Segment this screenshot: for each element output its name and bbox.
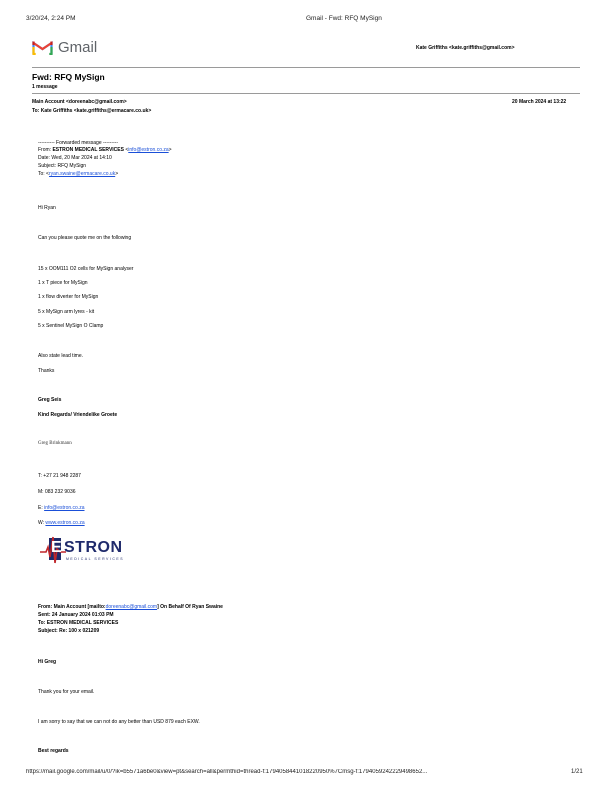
message-from: Main Account <doreenabc@gmail.com> xyxy=(32,99,127,105)
forward-from-name: ESTRON MEDICAL SERVICES xyxy=(52,147,124,153)
thread-subject: Fwd: RFQ MySign xyxy=(32,72,105,82)
quoted-subject: Subject: Re: 100 x 021209 xyxy=(38,628,100,634)
message-count: 1 message xyxy=(32,84,58,90)
forward-subject: Subject: RFQ MySign xyxy=(38,163,87,169)
quoted-sorry: I am sorry to say that we can not do any better than USD 879 each EXW. xyxy=(38,719,200,725)
forward-to-label: To: < xyxy=(38,171,49,177)
gmail-wordmark: Gmail xyxy=(58,39,98,56)
quoted-from-label: From: xyxy=(38,604,53,610)
list-item: 1 x T piece for MySign xyxy=(38,280,88,286)
quoted-from-email-link[interactable]: doreenabc@gmail.com xyxy=(105,604,158,610)
body-regards: Kind Regards/ Vriendelike Groete xyxy=(38,412,118,418)
signature-web xyxy=(38,520,85,526)
body-greeting: Hi Ryan xyxy=(38,205,56,211)
quoted-from-end: ] On Behalf Of Ryan Swaine xyxy=(157,604,223,610)
estron-logo-wordmark: STRON xyxy=(64,539,123,556)
estron-logo xyxy=(40,535,144,565)
divider xyxy=(32,67,580,68)
forward-to-end: > xyxy=(115,171,119,177)
estron-logo-letter: E xyxy=(51,539,62,556)
forward-divider: ---------- Forwarded message --------- xyxy=(38,140,118,146)
quoted-greeting: Hi Greg xyxy=(38,659,57,665)
body-thanks: Thanks xyxy=(38,368,55,374)
gmail-m-icon xyxy=(32,39,53,55)
footer-url: https://mail.google.com/mail/u/0/?ik=b5571a6be0&view=pt&search=all&permthid=thread-f:1794058441018220950%7Cmsg-f:1794059242229498652... xyxy=(26,769,428,775)
divider xyxy=(32,93,580,94)
forward-to xyxy=(38,171,118,177)
list-item: 5 x MySign arm lyres - kit xyxy=(38,309,95,315)
signature-mobile: M: 083 232 9036 xyxy=(38,489,76,495)
signature-name: Greg Brinkmann xyxy=(38,441,72,446)
estron-logo-tagline: MEDICAL SERVICES xyxy=(66,557,125,561)
body-request: Can you please quote me on the following xyxy=(38,235,132,241)
list-item: 15 x OOM111 O2 cells for MySign analyser xyxy=(38,266,134,272)
signature-email xyxy=(38,505,85,511)
print-datetime: 3/20/24, 2:24 PM xyxy=(26,15,76,22)
footer-page-number: 1/21 xyxy=(571,769,583,775)
forward-to-email-link[interactable]: ryan.swaine@ermacare.co.uk xyxy=(48,171,116,177)
forward-date: Date: Wed, 20 Mar 2024 at 14:10 xyxy=(38,155,112,161)
print-page-title: Gmail - Fwd: RFQ MySign xyxy=(306,15,382,22)
forward-from: From: ESTRON MEDICAL SERVICES <info@estron.co.za> xyxy=(38,147,172,153)
body-lead-time: Also state lead time. xyxy=(38,353,84,359)
signature-email-label: E: xyxy=(38,505,43,511)
quoted-from xyxy=(38,604,223,610)
quoted-to: To: ESTRON MEDICAL SERVICES xyxy=(38,620,119,626)
quoted-sent: Sent: 24 January 2024 01:03 PM xyxy=(38,612,114,618)
account-email: Kate Griffiths <kate.griffiths@gmail.com> xyxy=(416,45,515,51)
signature-email-link[interactable]: info@estron.co.za xyxy=(44,505,85,511)
forward-from-label: From: xyxy=(38,147,52,153)
quoted-thanks: Thank you for your email. xyxy=(38,689,95,695)
list-item: 5 x Sentinel MySign O Clamp xyxy=(38,323,104,329)
quoted-from-name: Main Account [mailto: xyxy=(53,604,106,610)
signature-web-link[interactable]: www.estron.co.za xyxy=(45,520,85,526)
signature-web-label: W: xyxy=(38,520,45,526)
list-item: 1 x flow diverter for MySign xyxy=(38,294,99,300)
message-date: 20 March 2024 at 13:22 xyxy=(512,99,567,105)
forward-from-email-link[interactable]: info@estron.co.za xyxy=(128,147,169,153)
signature-tel: T: +27 21 948 2287 xyxy=(38,473,81,479)
body-signoff-name: Greg Seis xyxy=(38,397,62,403)
quoted-regards: Best regards xyxy=(38,748,69,754)
message-to: To: Kate Griffiths <kate.griffiths@ermacare.co.uk> xyxy=(32,108,152,114)
